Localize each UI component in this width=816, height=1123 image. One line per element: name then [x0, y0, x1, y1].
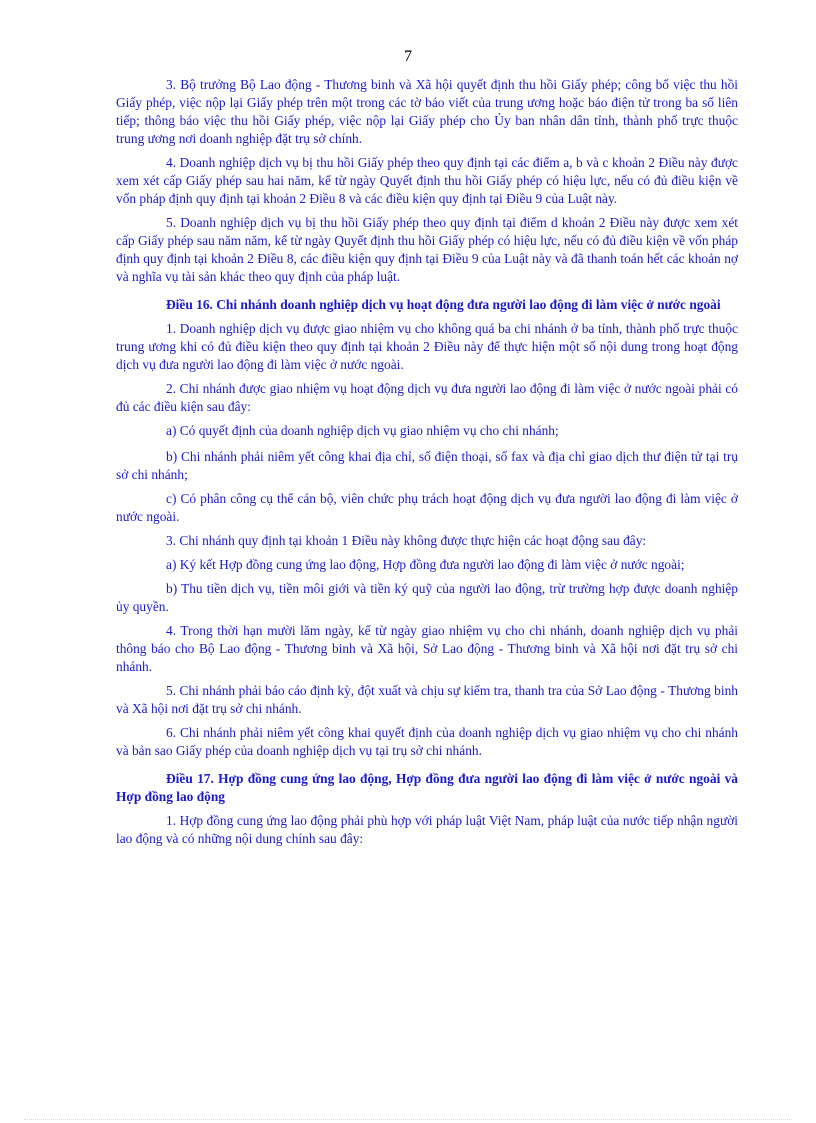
document-body	[116, 76, 738, 854]
paragraph-16-2c: c) Có phân công cụ thể cán bộ, viên chức phụ trách hoạt động dịch vụ đưa người lao động đi làm việc ở nước ngoài.	[116, 491, 738, 524]
paragraph-17-1: 1. Hợp đồng cung ứng lao động phải phù hợp với pháp luật Việt Nam, pháp luật của nước tiếp nhận người lao động và có những nội dung chính sau đây:	[116, 813, 738, 846]
paragraph-16-4: 4. Trong thời hạn mười lăm ngày, kể từ ngày giao nhiệm vụ cho chi nhánh, doanh nghiệp dịch vụ phải thông báo cho Bộ Lao động - Thương binh và Xã hội, Sở Lao động - Thương binh và Xã hội nơi đặt trụ sở chi nhánh.	[116, 623, 738, 674]
paragraph-15-4: 4. Doanh nghiệp dịch vụ bị thu hồi Giấy phép theo quy định tại các điểm a, b và c khoản 2 Điều này được xem xét cấp Giấy phép sau hai năm, kể từ ngày Quyết định thu hồi Giấy phép có hiệu lực, nếu có đủ điều kiện về vốn pháp định quy định tại khoản 2 Điều 8 và các điều kiện quy định tại Điều 9 của Luật này.	[116, 155, 738, 206]
paragraph-16-2b: b) Chi nhánh phải niêm yết công khai địa chỉ, số điện thoại, số fax và địa chỉ giao dịch thư điện tử tại trụ sở chi nhánh;	[116, 449, 738, 482]
paragraph-16-2a: a) Có quyết định của doanh nghiệp dịch vụ giao nhiệm vụ cho chi nhánh;	[166, 423, 559, 438]
paragraph-16-6: 6. Chi nhánh phải niêm yết công khai quyết định của doanh nghiệp dịch vụ giao nhiệm vụ cho chi nhánh và bản sao Giấy phép của doanh nghiệp dịch vụ tại trụ sở chi nhánh.	[116, 725, 738, 758]
paragraph-16-3a: a) Ký kết Hợp đồng cung ứng lao động, Hợp đồng đưa người lao động đi làm việc ở nước ngoài;	[166, 557, 685, 572]
article-16-heading: Điều 16. Chi nhánh doanh nghiệp dịch vụ hoạt động đưa người lao động đi làm việc ở nước ngoài	[166, 297, 721, 312]
page-bottom-divider	[24, 1119, 792, 1120]
paragraph-16-5: 5. Chi nhánh phải báo cáo định kỳ, đột xuất và chịu sự kiểm tra, thanh tra của Sở Lao động - Thương binh và Xã hội nơi đặt trụ sở chi nhánh.	[116, 683, 738, 716]
paragraph-16-3b: b) Thu tiền dịch vụ, tiền môi giới và tiền ký quỹ của người lao động, trừ trường hợp được doanh nghiệp ủy quyền.	[116, 581, 738, 614]
page-number: 7	[404, 48, 412, 65]
article-17-heading: Điều 17. Hợp đồng cung ứng lao động, Hợp đồng đưa người lao động đi làm việc ở nước ngoài và Hợp đồng lao động	[116, 771, 738, 804]
paragraph-16-1: 1. Doanh nghiệp dịch vụ được giao nhiệm vụ cho không quá ba chi nhánh ở ba tỉnh, thành phố trực thuộc trung ương khi có đủ điều kiện theo quy định tại khoản 2 Điều này để thực hiện một số nội dung trong hoạt động dịch vụ đưa người lao động đi làm việc ở nước ngoài.	[116, 321, 738, 372]
paragraph-16-3: 3. Chi nhánh quy định tại khoản 1 Điều này không được thực hiện các hoạt động sau đây:	[166, 533, 647, 548]
paragraph-15-3: 3. Bộ trưởng Bộ Lao động - Thương binh và Xã hội quyết định thu hồi Giấy phép; công bố việc thu hồi Giấy phép, việc nộp lại Giấy phép trên một trong các tờ báo viết của trung ương hoặc báo điện tử trong ba số liên tiếp; thông báo việc thu hồi Giấy phép, việc nộp lại Giấy phép cho Ủy ban nhân dân tỉnh, thành phố trực thuộc trung ương nơi doanh nghiệp đặt trụ sở chính.	[116, 77, 738, 146]
paragraph-16-2: 2. Chi nhánh được giao nhiệm vụ hoạt động dịch vụ đưa người lao động đi làm việc ở nước ngoài phải có đủ các điều kiện sau đây:	[116, 381, 738, 414]
paragraph-15-5: 5. Doanh nghiệp dịch vụ bị thu hồi Giấy phép theo quy định tại điểm d khoản 2 Điều này được xem xét cấp Giấy phép sau năm năm, kể từ ngày Quyết định thu hồi Giấy phép có hiệu lực, nếu có đủ điều kiện về vốn pháp định quy định tại khoản 2 Điều 8, các điều kiện quy định tại Điều 9 của Luật này và đã thanh toán hết các khoản nợ và nghĩa vụ tài sản khác theo quy định của pháp luật.	[116, 215, 738, 284]
